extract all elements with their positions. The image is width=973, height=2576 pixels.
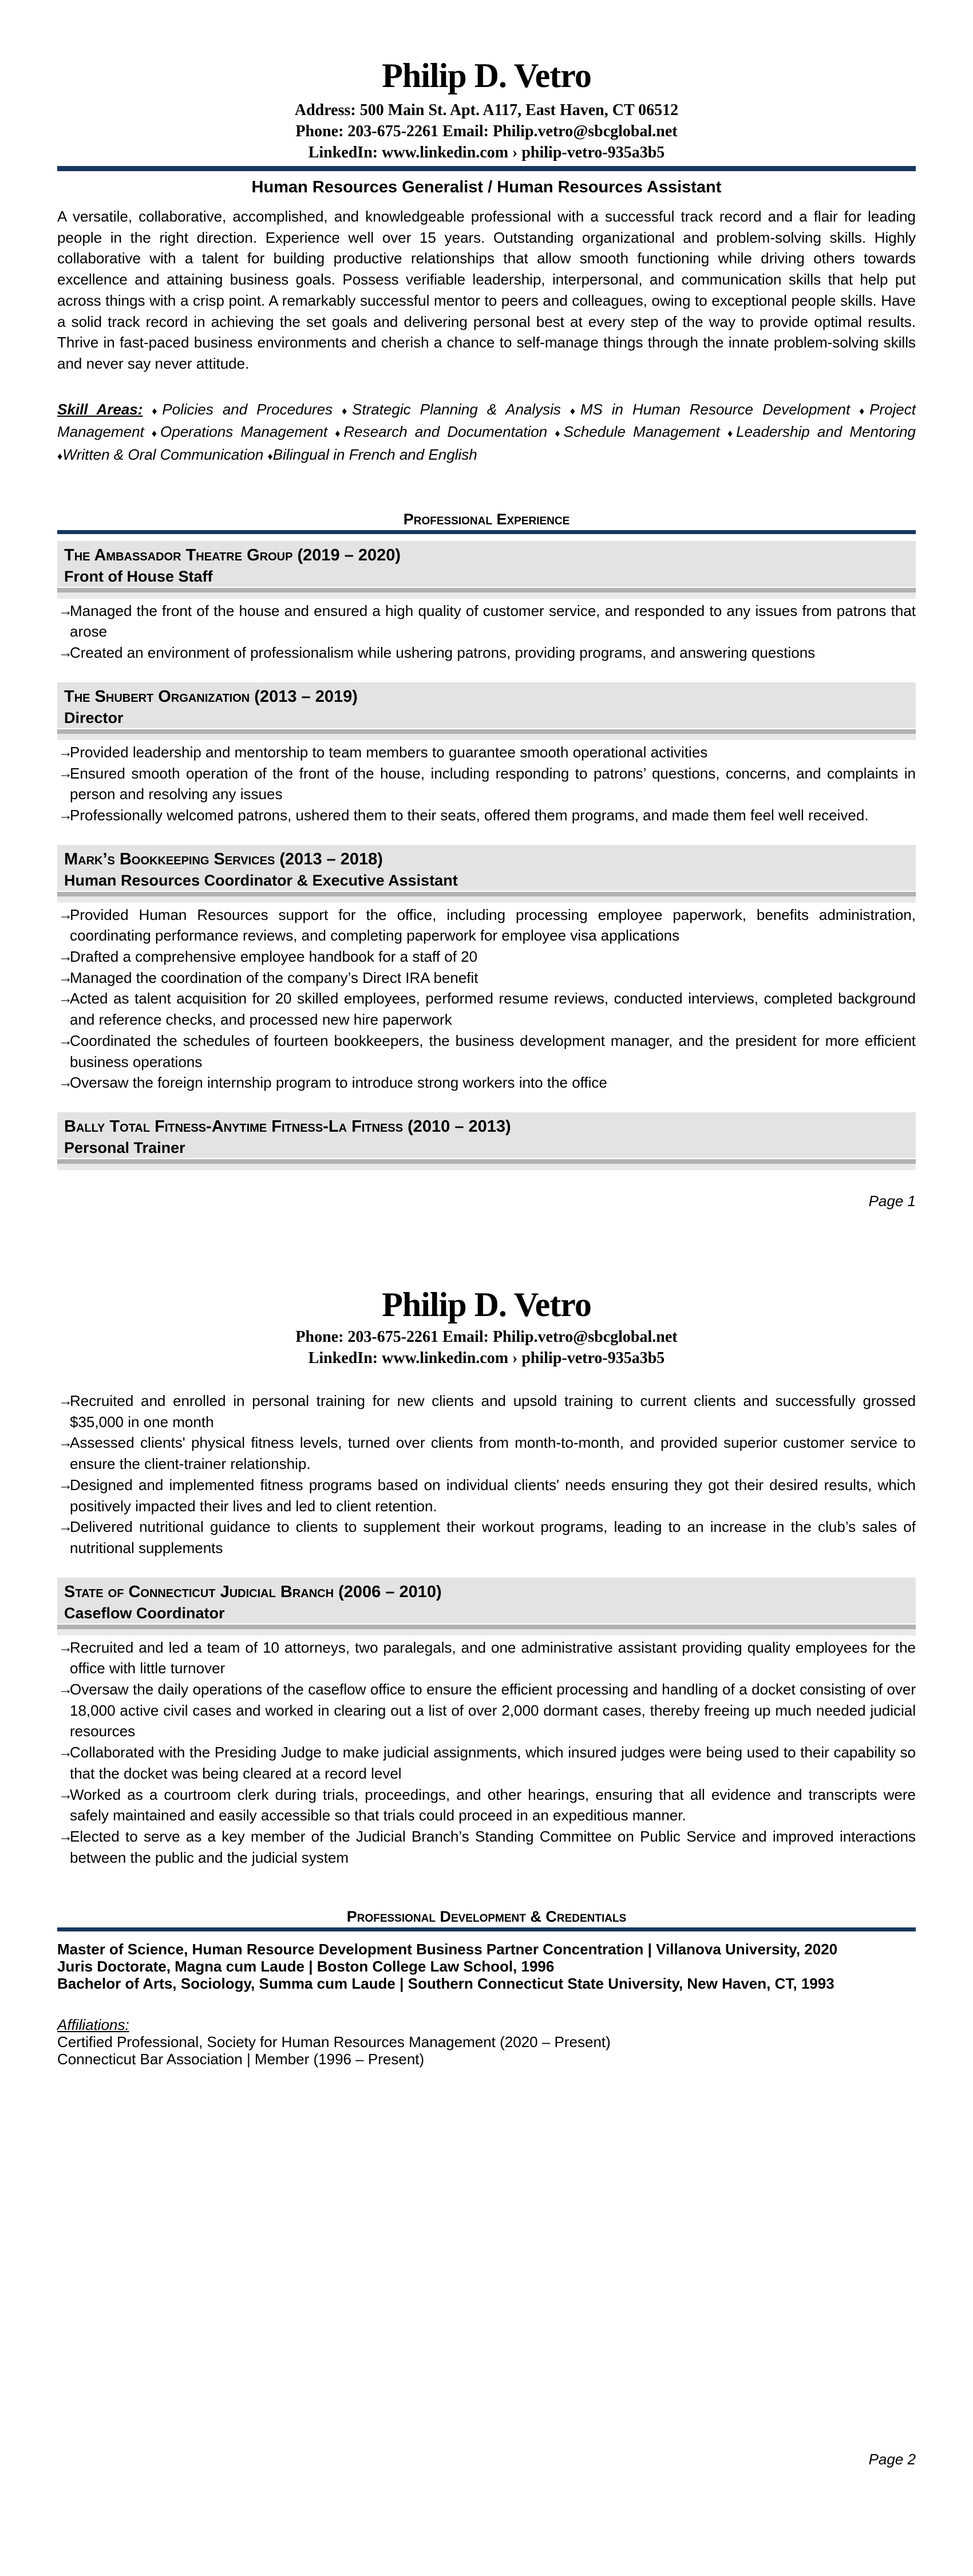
skill-item: Schedule Management bbox=[563, 423, 720, 441]
bullet-text: Coordinated the schedules of fourteen bookkeepers, the business development manager, and the president for more efficient business operations bbox=[70, 1032, 916, 1070]
bullet-item bbox=[57, 1637, 916, 1679]
experience-entries-page2 bbox=[57, 1578, 916, 1868]
skill-areas-label: Skill Areas: bbox=[57, 400, 143, 418]
bullet-item bbox=[57, 763, 916, 805]
diamond-bullet-icon: ♦ bbox=[152, 405, 163, 417]
arrow-bullet-icon: → bbox=[58, 1828, 73, 1844]
diamond-bullet-icon: ♦ bbox=[859, 405, 870, 417]
professional-summary: A versatile, collaborative, accomplished, and knowledgeable professional with a successful track record and a flair for leading people in the right direction. Experience well over 15 years. Outstanding organizational and problem-solving skills. Highly collaborative with a talent for building productive relationships that allow smooth functioning while driving others towards excellence and attaining business goals. Possess verifiable leadership, interpersonal, and communication skills that help put across things with a crisp point. A remarkably successful mentor to peers and colleagues, owing to exceptional people skills. Have a solid track record in achieving the set goals and delivering personal best at every step of the way to provide optimal results. Thrive in fast-paced business environments and cherish a chance to self-manage things through the innate problem-solving skills and never say never attitude. bbox=[57, 208, 916, 372]
arrow-bullet-icon: → bbox=[58, 1519, 73, 1535]
bullet-text: Designed and implemented fitness programs based on individual clients' needs ensuring they got their desired results, which positively impacted their lives and led to client retention. bbox=[70, 1476, 916, 1515]
entry-header bbox=[57, 845, 916, 891]
arrow-bullet-icon: → bbox=[58, 949, 73, 965]
section-header-credentials: Professional Development & Credentials bbox=[346, 1908, 627, 1926]
arrow-bullet-icon: → bbox=[58, 1032, 73, 1049]
section-divider bbox=[57, 530, 916, 534]
experience-entries-page1 bbox=[57, 541, 916, 1170]
arrow-bullet-icon: → bbox=[58, 1392, 73, 1409]
bullet-item bbox=[57, 805, 916, 826]
affiliation-line: Connecticut Bar Association | Member (1996 – Present) bbox=[57, 2050, 425, 2068]
diamond-bullet-icon: ♦ bbox=[569, 405, 580, 417]
entry-company: The Shubert Organization (2013 – 2019) bbox=[64, 687, 358, 706]
bullet-item bbox=[57, 1475, 916, 1516]
resume-title: Human Resources Generalist / Human Resources Assistant bbox=[251, 178, 722, 196]
bullet-text: Professionally welcomed patrons, ushered them to their seats, offered them programs, and made them feel well received. bbox=[70, 806, 869, 824]
arrow-bullet-icon: → bbox=[58, 906, 73, 923]
skill-areas-list bbox=[57, 401, 916, 463]
linkedin-line-page2: LinkedIn: www.linkedin.com › philip-vetro-935a3b5 bbox=[308, 1349, 665, 1367]
arrow-bullet-icon: → bbox=[58, 969, 73, 986]
address-line: Address: 500 Main St. Apt. A117, East Haven, CT 06512 bbox=[294, 101, 679, 119]
experience-entry bbox=[57, 682, 916, 826]
contact-block-page2 bbox=[57, 1326, 916, 1369]
arrow-bullet-icon: → bbox=[58, 1681, 73, 1698]
education-block bbox=[57, 1941, 916, 1992]
diamond-bullet-icon: ♦ bbox=[57, 451, 63, 463]
experience-entry bbox=[57, 541, 916, 663]
linkedin-line: LinkedIn: www.linkedin.com › philip-vetro-935a3b5 bbox=[308, 144, 665, 161]
bullet-list bbox=[57, 600, 916, 663]
entry-header bbox=[57, 541, 916, 587]
bullet-text: Provided leadership and mentorship to team members to guarantee smooth operational activities bbox=[70, 743, 708, 761]
candidate-name-page2: Philip D. Vetro bbox=[382, 1285, 591, 1323]
skill-item: Project Management bbox=[57, 400, 916, 441]
contact-block bbox=[57, 100, 916, 163]
skill-item: Operations Management bbox=[160, 423, 328, 441]
bullet-item bbox=[57, 904, 916, 946]
bullet-text: Elected to serve as a key member of the Judicial Branch’s Standing Committee on Public Service and improved interactions between the public and the judicial system bbox=[70, 1827, 916, 1866]
diamond-bullet-icon: ♦ bbox=[727, 428, 737, 440]
entry-header bbox=[57, 1578, 916, 1623]
entry-header-rule bbox=[57, 729, 916, 734]
skill-item: Leadership and Mentoring bbox=[736, 423, 916, 441]
arrow-bullet-icon: → bbox=[58, 807, 73, 823]
arrow-bullet-icon: → bbox=[58, 645, 73, 661]
bullet-item bbox=[57, 1516, 916, 1558]
entry-header-rule bbox=[57, 1625, 916, 1629]
entry-header-rule bbox=[57, 1629, 916, 1635]
experience-entry bbox=[57, 1578, 916, 1868]
skill-item: MS in Human Resource Development bbox=[580, 400, 851, 418]
header-divider bbox=[57, 166, 916, 171]
bullet-list bbox=[57, 1637, 916, 1868]
bullet-item bbox=[57, 988, 916, 1030]
bullet-text: Worked as a courtroom clerk during trials, proceedings, and other hearings, ensuring that all evidence and transcripts were safely maintained and easily accessible so that trials could proceed in an expeditious manner. bbox=[70, 1785, 916, 1824]
bullet-text: Recruited and enrolled in personal training for new clients and upsold training to current clients and successfully grossed $35,000 in one month bbox=[70, 1392, 916, 1431]
bullet-text: Acted as talent acquisition for 20 skilled employees, performed resume reviews, conducted interviews, completed background and reference checks, and processed new hire paperwork bbox=[70, 990, 916, 1029]
bullet-item bbox=[57, 1679, 916, 1742]
bullet-item bbox=[57, 1784, 916, 1826]
education-line: Juris Doctorate, Magna cum Laude | Boston College Law School, 1996 bbox=[57, 1958, 555, 1976]
entry-job-title: Caseflow Coordinator bbox=[64, 1604, 225, 1622]
arrow-bullet-icon: → bbox=[58, 1639, 73, 1656]
page-2-footer: Page 2 bbox=[868, 2451, 916, 2468]
entry-header-rule bbox=[57, 892, 916, 896]
page-1-footer: Page 1 bbox=[868, 1192, 916, 1210]
phone-email-line: Phone: 203-675-2261 Email: Philip.vetro@sbcglobal.net bbox=[295, 123, 678, 140]
diamond-bullet-icon: ♦ bbox=[555, 428, 564, 440]
arrow-bullet-icon: → bbox=[58, 1786, 73, 1803]
bullet-item bbox=[57, 967, 916, 989]
entry-header-rule bbox=[57, 896, 916, 903]
affiliations-label: Affiliations: bbox=[57, 2016, 129, 2034]
skill-item: Research and Documentation bbox=[343, 423, 548, 441]
entry-header-rule bbox=[57, 592, 916, 599]
candidate-name: Philip D. Vetro bbox=[382, 57, 591, 94]
arrow-bullet-icon: → bbox=[58, 602, 73, 619]
bullet-item bbox=[57, 642, 916, 663]
bullet-item bbox=[57, 600, 916, 642]
skill-areas bbox=[57, 399, 916, 467]
entry-company: The Ambassador Theatre Group (2019 – 2020) bbox=[64, 546, 401, 564]
diamond-bullet-icon: ♦ bbox=[151, 428, 161, 440]
entry-header-rule bbox=[57, 1159, 916, 1164]
skill-item: Written & Oral Communication bbox=[62, 446, 264, 464]
entry-header bbox=[57, 1112, 916, 1158]
skill-item: Policies and Procedures bbox=[162, 400, 333, 418]
entry-header-rule bbox=[57, 734, 916, 740]
arrow-bullet-icon: → bbox=[58, 1074, 73, 1091]
diamond-bullet-icon: ♦ bbox=[342, 405, 353, 417]
section-header-experience: Professional Experience bbox=[403, 510, 570, 528]
bullet-text: Assessed clients' physical fitness levels, turned over clients from month-to-month, and provided superior customer service to ensure the client-trainer relationship. bbox=[70, 1434, 916, 1473]
bullet-item bbox=[57, 1030, 916, 1072]
entry-job-title: Front of House Staff bbox=[64, 567, 213, 585]
entry-header-rule bbox=[57, 1164, 916, 1170]
diamond-bullet-icon: ♦ bbox=[267, 451, 273, 463]
arrow-bullet-icon: → bbox=[58, 1476, 73, 1493]
bullet-text: Provided Human Resources support for the office, including processing employee paperwork, benefits administration, coordinating performance reviews, and completing paperwork for employee visa applications bbox=[70, 906, 916, 945]
bullet-item bbox=[57, 1390, 916, 1432]
entry-job-title: Director bbox=[64, 709, 124, 726]
entry-company: State of Connecticut Judicial Branch (2006 – 2010) bbox=[64, 1582, 442, 1601]
arrow-bullet-icon: → bbox=[58, 1744, 73, 1761]
entry-job-title: Human Resources Coordinator & Executive Assistant bbox=[64, 871, 458, 889]
bullet-list bbox=[57, 904, 916, 1093]
skill-item: Bilingual in French and English bbox=[272, 446, 477, 464]
continuation-bullet-list bbox=[57, 1390, 916, 1559]
education-line: Bachelor of Arts, Sociology, Summa cum Laude | Southern Connecticut State University, New Haven, CT, 1993 bbox=[57, 1975, 834, 1993]
resume-document bbox=[0, 57, 973, 2470]
skill-item: Strategic Planning & Analysis bbox=[352, 400, 561, 418]
bullet-text: Delivered nutritional guidance to clients to supplement their workout programs, leading to an increase in the club’s sales of nutritional supplements bbox=[70, 1518, 916, 1556]
entry-header-rule bbox=[57, 588, 916, 592]
bullet-text: Ensured smooth operation of the front of the house, including responding to patrons’ questions, concerns, and complaints in person and resolving any issues bbox=[70, 764, 916, 803]
bullet-text: Recruited and led a team of 10 attorneys, two paralegals, and one administrative assistant providing quality employees for the office with little turnover bbox=[70, 1638, 916, 1677]
bullet-text: Oversaw the daily operations of the caseflow office to ensure the efficient processing and handling of a docket consisting of over 18,000 active civil cases and worked in clearing out a list of over 2,000 dormant cases, thereby freeing up much needed judicial resources bbox=[70, 1681, 916, 1740]
entry-header bbox=[57, 682, 916, 728]
bullet-item bbox=[57, 1826, 916, 1868]
arrow-bullet-icon: → bbox=[58, 990, 73, 1007]
affiliation-line: Certified Professional, Society for Human Resources Management (2020 – Present) bbox=[57, 2033, 611, 2051]
bullet-item bbox=[57, 742, 916, 763]
phone-email-line-page2: Phone: 203-675-2261 Email: Philip.vetro@sbcglobal.net bbox=[295, 1327, 678, 1346]
experience-entry bbox=[57, 1112, 916, 1170]
bullet-item bbox=[57, 1742, 916, 1784]
education-line: Master of Science, Human Resource Development Business Partner Concentration | Villanova University, 2020 bbox=[57, 1941, 838, 1958]
bullet-text: Managed the coordination of the company’s Direct IRA benefit bbox=[70, 969, 478, 986]
experience-entry bbox=[57, 845, 916, 1093]
section-divider-credentials bbox=[57, 1927, 916, 1931]
bullet-item bbox=[57, 1072, 916, 1093]
bullet-text: Managed the front of the house and ensured a high quality of customer service, and responded to any issues from patrons that arose bbox=[70, 602, 916, 641]
entry-company: Bally Total Fitness-Anytime Fitness-La Fitness (2010 – 2013) bbox=[64, 1117, 511, 1136]
bullet-item bbox=[57, 1432, 916, 1474]
bullet-list bbox=[57, 742, 916, 826]
arrow-bullet-icon: → bbox=[58, 1435, 73, 1451]
bullet-text: Oversaw the foreign internship program to introduce strong workers into the office bbox=[70, 1074, 607, 1092]
bullet-text: Created an environment of professionalism while ushering patrons, providing programs, and answering questions bbox=[70, 644, 816, 662]
entry-company: Mark’s Bookkeeping Services (2013 – 2018) bbox=[64, 850, 383, 868]
bullet-item bbox=[57, 946, 916, 967]
arrow-bullet-icon: → bbox=[58, 744, 73, 760]
diamond-bullet-icon: ♦ bbox=[335, 428, 344, 440]
entry-job-title: Personal Trainer bbox=[64, 1139, 185, 1156]
arrow-bullet-icon: → bbox=[58, 765, 73, 781]
bullet-text: Drafted a comprehensive employee handbook for a staff of 20 bbox=[70, 948, 478, 966]
bullet-text: Collaborated with the Presiding Judge to make judicial assignments, which insured judges were being used to their capability so that the docket was being cleared at a record level bbox=[70, 1744, 916, 1782]
